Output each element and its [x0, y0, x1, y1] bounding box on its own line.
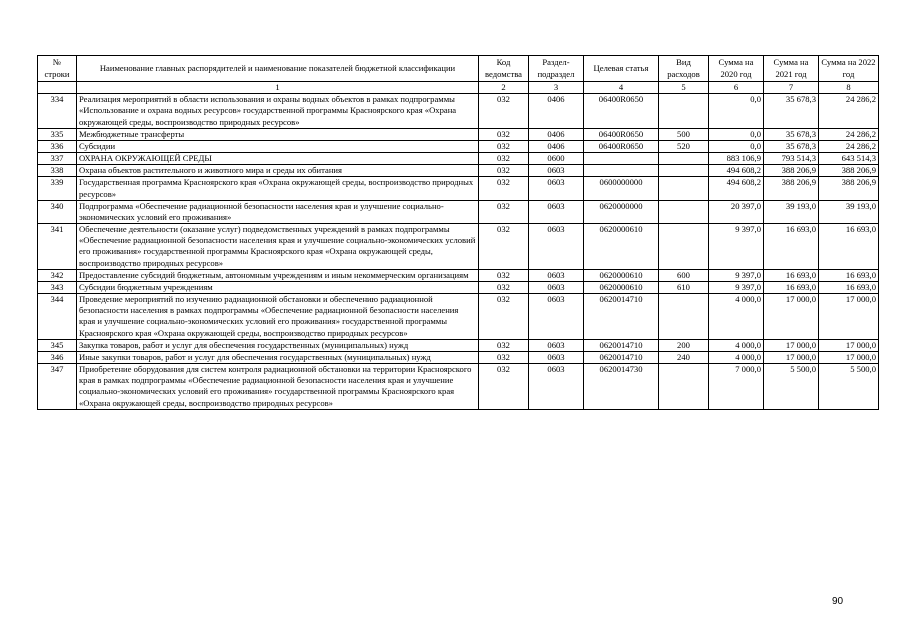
row-sum-2020: 0,0 [709, 140, 764, 152]
row-number: 345 [38, 339, 77, 351]
row-name: Субсидии бюджетным учреждениям [77, 281, 479, 293]
row-expense-kind: 610 [659, 281, 709, 293]
row-dept-code: 032 [479, 269, 529, 281]
row-dept-code: 032 [479, 140, 529, 152]
row-expense-kind: 200 [659, 339, 709, 351]
row-sum-2022: 16 693,0 [819, 281, 879, 293]
row-sum-2021: 5 500,0 [764, 364, 819, 410]
row-expense-kind [659, 364, 709, 410]
row-sum-2021: 35 678,3 [764, 140, 819, 152]
row-number: 336 [38, 140, 77, 152]
table-row [38, 153, 879, 165]
row-dept-code: 032 [479, 128, 529, 140]
row-sum-2022: 24 286,2 [819, 140, 879, 152]
row-target-item: 0600000000 [584, 177, 659, 200]
row-expense-kind [659, 165, 709, 177]
column-number: 2 [479, 82, 529, 94]
row-target-item: 0620000610 [584, 281, 659, 293]
row-section: 0603 [529, 364, 584, 410]
row-dept-code: 032 [479, 351, 529, 363]
row-sum-2022: 17 000,0 [819, 294, 879, 340]
row-target-item: 0620000000 [584, 200, 659, 223]
row-section: 0603 [529, 351, 584, 363]
row-number: 338 [38, 165, 77, 177]
row-sum-2022: 17 000,0 [819, 351, 879, 363]
budget-table [37, 55, 879, 410]
row-section: 0603 [529, 177, 584, 200]
row-sum-2020: 9 397,0 [709, 281, 764, 293]
row-sum-2021: 388 206,9 [764, 165, 819, 177]
row-expense-kind [659, 224, 709, 270]
table-row [38, 294, 879, 340]
row-number: 344 [38, 294, 77, 340]
column-number: 7 [764, 82, 819, 94]
row-sum-2021: 16 693,0 [764, 281, 819, 293]
row-number: 334 [38, 94, 77, 129]
row-dept-code: 032 [479, 177, 529, 200]
row-expense-kind [659, 94, 709, 129]
row-expense-kind: 520 [659, 140, 709, 152]
row-section: 0603 [529, 200, 584, 223]
row-number: 340 [38, 200, 77, 223]
row-section: 0600 [529, 153, 584, 165]
column-number: 8 [819, 82, 879, 94]
table-row [38, 269, 879, 281]
row-name: ОХРАНА ОКРУЖАЮЩЕЙ СРЕДЫ [77, 153, 479, 165]
row-name: Субсидии [77, 140, 479, 152]
row-sum-2020: 0,0 [709, 94, 764, 129]
row-sum-2022: 16 693,0 [819, 269, 879, 281]
header-cell: Код ведомства [479, 56, 529, 82]
row-expense-kind: 600 [659, 269, 709, 281]
row-expense-kind: 240 [659, 351, 709, 363]
row-target-item: 0620014710 [584, 351, 659, 363]
row-number: 341 [38, 224, 77, 270]
row-sum-2021: 793 514,3 [764, 153, 819, 165]
row-sum-2021: 17 000,0 [764, 294, 819, 340]
row-sum-2020: 494 608,2 [709, 177, 764, 200]
row-sum-2020: 4 000,0 [709, 294, 764, 340]
row-sum-2022: 39 193,0 [819, 200, 879, 223]
table-row [38, 351, 879, 363]
row-target-item: 06400R0650 [584, 128, 659, 140]
page-number: 90 [832, 596, 844, 607]
table-row [38, 94, 879, 129]
row-sum-2021: 388 206,9 [764, 177, 819, 200]
row-section: 0406 [529, 94, 584, 129]
column-number: 6 [709, 82, 764, 94]
row-sum-2020: 4 000,0 [709, 351, 764, 363]
row-name: Реализация мероприятий в области использования и охраны водных объектов в рамках подпрограммы «Использование и охрана водных ресурсов» государственной программы Красноярского края «Охрана окружающей среды, воспроизводство природных ресурсов» [77, 94, 479, 129]
row-name: Предоставление субсидий бюджетным, автономным учреждениям и иным некоммерческим организациям [77, 269, 479, 281]
header-cell: Вид расходов [659, 56, 709, 82]
table-row [38, 364, 879, 410]
row-sum-2021: 39 193,0 [764, 200, 819, 223]
row-dept-code: 032 [479, 224, 529, 270]
row-dept-code: 032 [479, 165, 529, 177]
row-sum-2021: 17 000,0 [764, 339, 819, 351]
row-expense-kind: 500 [659, 128, 709, 140]
row-dept-code: 032 [479, 339, 529, 351]
row-section: 0603 [529, 165, 584, 177]
table-row [38, 165, 879, 177]
row-sum-2022: 17 000,0 [819, 339, 879, 351]
row-target-item: 06400R0650 [584, 94, 659, 129]
row-section: 0603 [529, 339, 584, 351]
row-section: 0603 [529, 294, 584, 340]
header-row [38, 56, 879, 82]
row-target-item: 0620014730 [584, 364, 659, 410]
row-sum-2022: 16 693,0 [819, 224, 879, 270]
row-name: Обеспечение деятельности (оказание услуг) подведомственных учреждений в рамках подпрограммы «Обеспечение радиационной безопасности населения края и улучшение социально-экономических условий его проживания» государственной программы Красноярского края «Охрана окружающей среды, воспроизводство природных ресурсов» [77, 224, 479, 270]
row-name: Подпрограмма «Обеспечение радиационной безопасности населения края и улучшение социально-экономических условий его проживания» [77, 200, 479, 223]
row-name: Охрана объектов растительного и животного мира и среды их обитания [77, 165, 479, 177]
row-dept-code: 032 [479, 364, 529, 410]
table-row [38, 281, 879, 293]
row-sum-2020: 0,0 [709, 128, 764, 140]
row-target-item: 0620014710 [584, 339, 659, 351]
row-number: 339 [38, 177, 77, 200]
row-expense-kind [659, 177, 709, 200]
row-sum-2022: 643 514,3 [819, 153, 879, 165]
column-number: 5 [659, 82, 709, 94]
row-name: Иные закупки товаров, работ и услуг для обеспечения государственных (муниципальных) нужд [77, 351, 479, 363]
row-sum-2022: 24 286,2 [819, 94, 879, 129]
row-target-item: 0620000610 [584, 269, 659, 281]
row-sum-2021: 17 000,0 [764, 351, 819, 363]
table-row [38, 140, 879, 152]
row-name: Закупка товаров, работ и услуг для обеспечения государственных (муниципальных) нужд [77, 339, 479, 351]
row-number: 342 [38, 269, 77, 281]
row-number: 347 [38, 364, 77, 410]
header-cell: № строки [38, 56, 77, 82]
row-sum-2020: 9 397,0 [709, 269, 764, 281]
header-cell: Наименование главных распорядителей и наименование показателей бюджетной классификации [77, 56, 479, 82]
row-name: Государственная программа Красноярского края «Охрана окружающей среды, воспроизводство природных ресурсов» [77, 177, 479, 200]
header-cell: Целевая статья [584, 56, 659, 82]
row-dept-code: 032 [479, 294, 529, 340]
row-name: Проведение мероприятий по изучению радиационной обстановки и обеспечению радиационной безопасности населения в рамках подпрограммы «Обеспечение радиационной безопасности населения края и улучшение социально-экономических условий его проживания» государственной программы Красноярского края «Охрана окружающей среды, воспроизводство природных ресурсов» [77, 294, 479, 340]
row-sum-2021: 16 693,0 [764, 224, 819, 270]
table-row [38, 224, 879, 270]
column-number [38, 82, 77, 94]
row-sum-2022: 388 206,9 [819, 165, 879, 177]
table-row [38, 339, 879, 351]
row-expense-kind [659, 294, 709, 340]
row-target-item [584, 153, 659, 165]
row-target-item: 06400R0650 [584, 140, 659, 152]
row-sum-2020: 7 000,0 [709, 364, 764, 410]
row-section: 0406 [529, 128, 584, 140]
column-number-row [38, 82, 879, 94]
row-sum-2021: 35 678,3 [764, 94, 819, 129]
table-row [38, 177, 879, 200]
row-section: 0603 [529, 269, 584, 281]
row-sum-2022: 388 206,9 [819, 177, 879, 200]
row-target-item: 0620000610 [584, 224, 659, 270]
header-cell: Сумма на 2021 год [764, 56, 819, 82]
row-target-item [584, 165, 659, 177]
row-dept-code: 032 [479, 281, 529, 293]
column-number: 4 [584, 82, 659, 94]
row-section: 0406 [529, 140, 584, 152]
row-expense-kind [659, 153, 709, 165]
row-name: Приобретение оборудования для систем контроля радиационной обстановки на территории Красноярского края в рамках подпрограммы «Обеспечение радиационной безопасности населения края и улучшение социально-экономических условий его проживания» государственной программы Красноярского края «Охрана окружающей среды, воспроизводство природных ресурсов» [77, 364, 479, 410]
row-target-item: 0620014710 [584, 294, 659, 340]
row-number: 335 [38, 128, 77, 140]
row-dept-code: 032 [479, 94, 529, 129]
row-sum-2021: 16 693,0 [764, 269, 819, 281]
row-number: 337 [38, 153, 77, 165]
row-sum-2022: 24 286,2 [819, 128, 879, 140]
row-section: 0603 [529, 281, 584, 293]
column-number: 3 [529, 82, 584, 94]
row-sum-2020: 4 000,0 [709, 339, 764, 351]
row-sum-2022: 5 500,0 [819, 364, 879, 410]
header-cell: Сумма на 2022 год [819, 56, 879, 82]
header-cell: Раздел-подраздел [529, 56, 584, 82]
row-expense-kind [659, 200, 709, 223]
table-row [38, 128, 879, 140]
table-row [38, 200, 879, 223]
row-sum-2020: 20 397,0 [709, 200, 764, 223]
row-sum-2020: 883 106,9 [709, 153, 764, 165]
row-sum-2021: 35 678,3 [764, 128, 819, 140]
row-dept-code: 032 [479, 153, 529, 165]
column-number: 1 [77, 82, 479, 94]
row-section: 0603 [529, 224, 584, 270]
row-dept-code: 032 [479, 200, 529, 223]
row-number: 346 [38, 351, 77, 363]
row-number: 343 [38, 281, 77, 293]
row-name: Межбюджетные трансферты [77, 128, 479, 140]
row-sum-2020: 9 397,0 [709, 224, 764, 270]
row-sum-2020: 494 608,2 [709, 165, 764, 177]
header-cell: Сумма на 2020 год [709, 56, 764, 82]
